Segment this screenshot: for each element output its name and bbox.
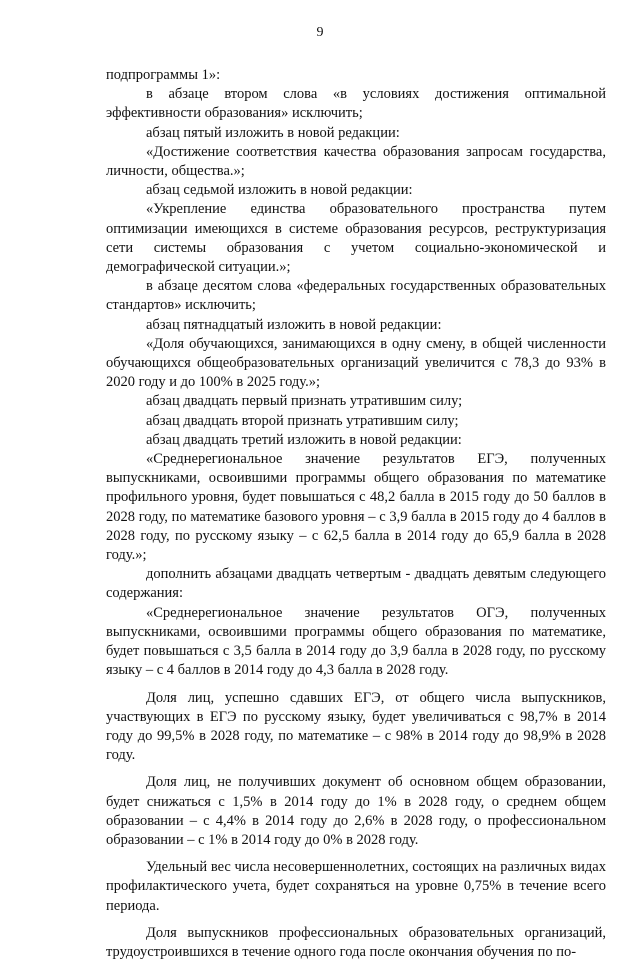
paragraph-amendment-22: абзац двадцать второй признать утратившим силу; <box>146 412 459 429</box>
paragraph-amendment-23-text: «Среднерегиональное значение результатов ЕГЭ, полученных выпускниками, освоившими программы общего образования по математике профильного уровня, будет повышаться с 48,2 балла в 2015 году до 50 баллов в 2028 году, по математике базового уровня – с 3,9 балла в 2015 году до 4 баллов в 2028 году, по русскому языку – с 62,5 балла в 2014 году до 65,9 балла в 2028 году.»; <box>106 451 606 564</box>
paragraph-oge-results: «Среднерегиональное значение результатов ОГЭ, полученных выпускниками, освоившими программы общего образования по математике, будет повышаться с 3,5 балла в 2014 году до 3,9 балла в 2028 году, по русскому языку – с 4 баллов в 2014 году до 4,3 балла в 2028 году. <box>106 604 606 679</box>
paragraph-amendment-7-text: «Укрепление единства образовательного пространства путем оптимизации имеющихся в системе образования ресурсов, реструктуризация сети системы образования с учетом социально-экономической и демографической ситуации.»; <box>106 201 606 276</box>
paragraph-amendment-21: абзац двадцать первый признать утратившим силу; <box>146 393 463 410</box>
paragraph-amendment-23-intro: абзац двадцать третий изложить в новой редакции: <box>146 431 462 448</box>
paragraph-subprogram-heading: подпрограммы 1»: <box>106 67 221 83</box>
paragraph-minors-registered: Удельный вес числа несовершеннолетних, состоящих на различных видах профилактического учета, будет сохраняться на уровне 0,75% в течение всего периода. <box>106 859 606 914</box>
paragraph-no-document-share: Доля лиц, не получивших документ об основном общем образовании, будет снижаться с 1,5% в 2014 году до 1% в 2028 году, о среднем общем образовании – с 4,4% в 2014 году до 2,6% в 2028 году, о профессиональном образовании – с 1% в 2014 году до 0% в 2028 году. <box>106 774 606 848</box>
paragraph-amendment-15-intro: абзац пятнадцатый изложить в новой редакции: <box>146 316 442 333</box>
paragraph-amendment-5-text: «Достижение соответствия качества образования запросам государства, личности, общества.»; <box>106 143 606 180</box>
paragraph-addition-intro: дополнить абзацами двадцать четвертым - двадцать девятым следующего содержания: <box>106 566 606 602</box>
paragraph-amendment-10: в абзаце десятом слова «федеральных государственных образовательных стандартов» исключить; <box>106 278 606 314</box>
paragraph-graduates-employed: Доля выпускников профессиональных образовательных организаций, трудоустроившихся в течение одного года после окончания обучения по по- <box>106 924 606 960</box>
paragraph-ege-passed-share: Доля лиц, успешно сдавших ЕГЭ, от общего числа выпускников, участвующих в ЕГЭ по русскому языку, будет увеличиваться с 98,7% в 2014 году до 99,5% в 2028 году, по математике – с 98% в 2014 году до 98,9% в 2028 году. <box>106 689 606 764</box>
paragraph-amendment-15-text: «Доля обучающихся, занимающихся в одну смену, в общей численности обучающихся общеобразовательных организаций увеличится с 78,3 до 93% в 2020 году и до 100% в 2025 году.»; <box>106 335 606 391</box>
document-body <box>106 66 606 962</box>
paragraph-amendment-5-intro: абзац пятый изложить в новой редакции: <box>146 124 400 141</box>
paragraph-amendment-2: в абзаце втором слова «в условиях достижения оптимальной эффективности образования» исключить; <box>106 86 606 122</box>
paragraph-amendment-7-intro: абзац седьмой изложить в новой редакции: <box>146 182 413 199</box>
page-number: 9 <box>316 25 324 40</box>
